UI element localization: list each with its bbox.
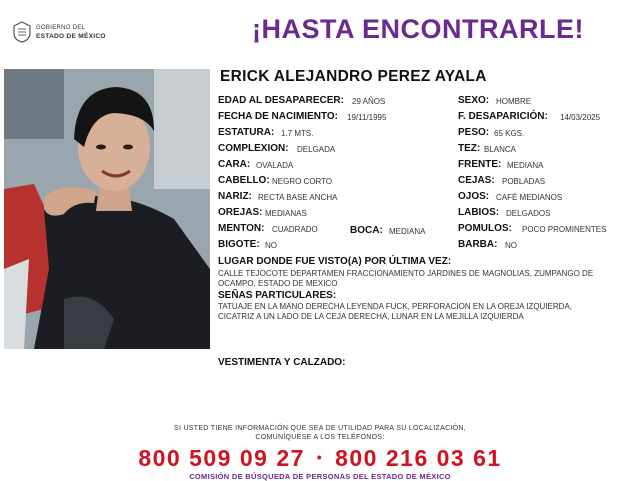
- peso-label: PESO:: [458, 127, 490, 138]
- ojos-label: OJOS:: [458, 191, 490, 202]
- person-name: ERICK ALEJANDRO PEREZ AYALA: [220, 68, 487, 85]
- nariz-value: RECTA BASE ANCHA: [258, 193, 338, 202]
- phone-separator: •: [316, 449, 324, 465]
- bigote-value: NO: [265, 241, 277, 250]
- tez-value: BLANCA: [484, 145, 517, 154]
- nacimiento-label: FECHA DE NACIMIENTO:: [218, 111, 338, 122]
- ojos-value: CAFÉ MEDIANOS: [496, 193, 563, 202]
- bigote-label: BIGOTE:: [218, 239, 260, 250]
- marks-label: SEÑAS PARTICULARES:: [218, 290, 337, 301]
- pomulos-label: POMULOS:: [458, 223, 512, 234]
- estatura-value: 1.7 MTS.: [281, 129, 314, 138]
- cejas-label: CEJAS:: [458, 175, 495, 186]
- orejas-value: MEDIANAS: [265, 209, 307, 218]
- barba-value: NO: [505, 241, 517, 250]
- sexo-value: HOMBRE: [496, 97, 532, 106]
- pomulos-value: POCO PROMINENTES: [522, 225, 607, 234]
- tez-label: TEZ:: [458, 143, 481, 154]
- menton-value: CUADRADO: [272, 225, 318, 234]
- estatura-label: ESTATURA:: [218, 127, 275, 138]
- commission-name: COMISIÓN DE BÚSQUEDA DE PERSONAS DEL ESTADO DE MÉXICO: [189, 472, 451, 481]
- boca-value: MEDIANA: [389, 227, 426, 236]
- photo-illustration: [4, 69, 210, 349]
- cabello-label: CABELLO:: [218, 175, 270, 186]
- labios-label: LABIOS:: [458, 207, 500, 218]
- peso-value: 65 KGS.: [494, 129, 525, 138]
- phone-1[interactable]: 800 509 09 27: [138, 445, 305, 471]
- phone-numbers: [0, 445, 640, 472]
- last-seen-label: LUGAR DONDE FUE VISTO(A) POR ÚLTIMA VEZ:: [218, 256, 452, 267]
- nariz-label: NARIZ:: [218, 191, 252, 202]
- last-seen-text: CALLE TEJOCOTE DEPARTAMEN FRACCIONAMIENTO JARDINES DE MAGNOLIAS, ZUMPANGO DE OCAMPO, ESTADO DE MEXICO: [218, 269, 594, 288]
- state-seal-icon: [12, 21, 32, 43]
- cejas-value: POBLADAS: [502, 177, 546, 186]
- desaparicion-value: 14/03/2025: [560, 113, 601, 122]
- cara-label: CARA:: [218, 159, 251, 170]
- gov-line-1: GOBIERNO DEL: [36, 25, 86, 31]
- sexo-label: SEXO:: [458, 95, 490, 106]
- cara-value: OVALADA: [256, 161, 294, 170]
- edad-label: EDAD AL DESAPARECER:: [218, 95, 344, 106]
- phone-2[interactable]: 800 216 03 61: [335, 445, 502, 471]
- cabello-value: NEGRO CORTO: [272, 177, 333, 186]
- labios-value: DELGADOS: [506, 209, 551, 218]
- frente-value: MEDIANA: [507, 161, 544, 170]
- nacimiento-value: 19/11/1995: [347, 113, 387, 122]
- boca-label: BOCA:: [350, 225, 383, 236]
- gov-line-2: ESTADO DE MÉXICO: [36, 33, 106, 40]
- edad-value: 29 AÑOS: [352, 97, 386, 106]
- complexion-value: DELGADA: [297, 145, 336, 154]
- frente-label: FRENTE:: [458, 159, 502, 170]
- menton-label: MENTON:: [218, 223, 265, 234]
- orejas-label: OREJAS:: [218, 207, 263, 218]
- state-government-logo: [12, 20, 122, 46]
- headline: ¡HASTA ENCONTRARLE!: [252, 14, 584, 44]
- footer-note-line2: COMUNÍQUESE A LOS TELÉFONOS:: [255, 434, 385, 441]
- marks-text: TATUAJE EN LA MANO DERECHA LEYENDA FUCK, PERFORACION EN LA OREJA IZQUIERDA, CICATRIZ A UN LADO DE LA CEJA DERECHA, LUNAR EN LA MEJILLA IZQUIERDA: [218, 302, 572, 321]
- desaparicion-label: F. DESAPARICIÓN:: [458, 111, 548, 122]
- complexion-label: COMPLEXION:: [218, 143, 289, 154]
- missing-person-photo: [4, 69, 210, 349]
- clothing-label: VESTIMENTA Y CALZADO:: [218, 357, 346, 368]
- barba-label: BARBA:: [458, 239, 498, 250]
- footer-note-line1: SI USTED TIENE INFORMACIÓN QUE SEA DE UTILIDAD PARA SU LOCALIZACIÓN,: [173, 425, 467, 432]
